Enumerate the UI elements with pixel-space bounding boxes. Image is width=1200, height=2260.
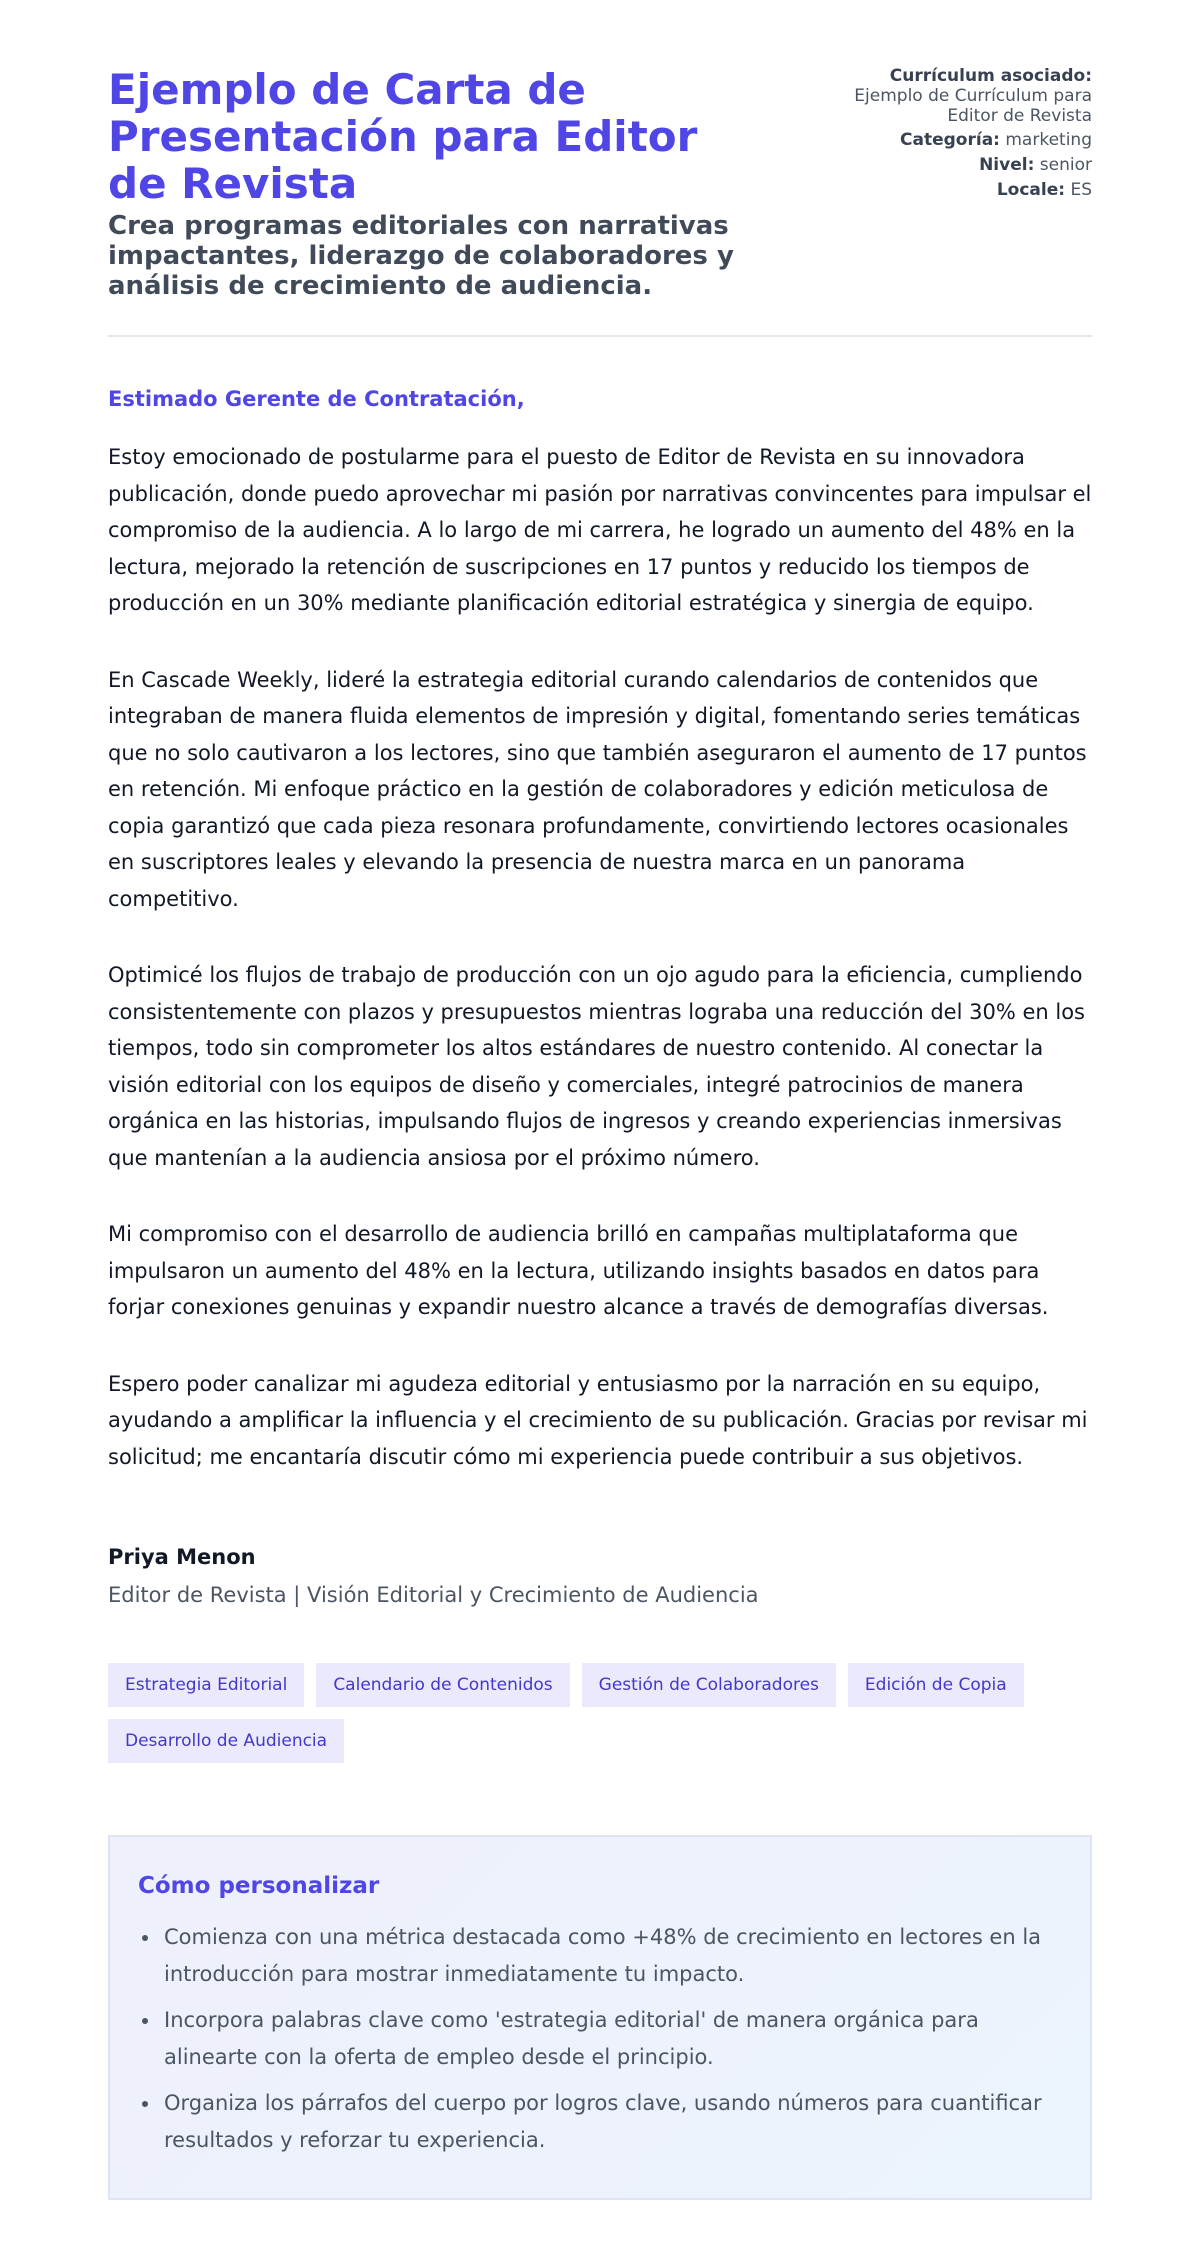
signature-title: Editor de Revista | Visión Editorial y Crecimiento de Audiencia	[108, 1583, 759, 1607]
meta-locale-value: ES	[1070, 180, 1092, 200]
meta-resume-label: Currículum asociado:	[889, 66, 1092, 86]
meta-category-value: marketing	[1005, 130, 1092, 150]
meta-level	[812, 155, 1092, 175]
meta-panel	[812, 66, 1092, 205]
signature-block	[108, 1543, 1092, 1609]
page-title: Ejemplo de Carta de Presentación para Editor de Revista	[108, 65, 698, 208]
tips-list-item: Comienza con una métrica destacada como +48% de crecimiento en lectores en la introducción para mostrar inmediatamente tu impacto.	[138, 1919, 1062, 1993]
skill-tag: Desarrollo de Audiencia	[108, 1719, 344, 1763]
tips-list-item: Organiza los párrafos del cuerpo por logros clave, usando números para cuantificar resultados y reforzar tu experiencia.	[138, 2085, 1062, 2159]
page-header	[108, 66, 1092, 337]
letter-greeting: Estimado Gerente de Contratación,	[108, 387, 525, 411]
meta-resume-value: Ejemplo de Currículum para Editor de Revista	[854, 86, 1092, 126]
meta-category-label: Categoría:	[900, 130, 1000, 150]
letter-body	[108, 385, 1092, 1475]
meta-category	[812, 130, 1092, 150]
letter-paragraph: Estoy emocionado de postularme para el puesto de Editor de Revista en su innovadora publicación, donde puedo aprovechar mi pasión por narrativas convincentes para impulsar el compromiso de la audiencia. A lo largo de mi carrera, he logrado un aumento del 48% en la lectura, mejorado la retención de suscripciones en 17 puntos y reducido los tiempos de producción en un 30% mediante planificación editorial estratégica y sinergia de equipo.	[108, 445, 1092, 615]
page-subtitle: Crea programas editoriales con narrativas impactantes, liderazgo de colaboradores y análisis de crecimiento de audiencia.	[108, 211, 734, 301]
tips-list-item: Incorpora palabras clave como 'estrategia editorial' de manera orgánica para alinearte con la oferta de empleo desde el principio.	[138, 2002, 1062, 2076]
meta-locale-label: Locale:	[996, 180, 1066, 200]
tips-title: Cómo personalizar	[138, 1873, 380, 1899]
meta-level-label: Nivel:	[979, 155, 1035, 175]
skill-tag: Edición de Copia	[848, 1663, 1024, 1707]
letter-paragraph: Espero poder canalizar mi agudeza editorial y entusiasmo por la narración en su equipo, ayudando a amplificar la influencia y el crecimiento de su publicación. Gracias por revisar mi solicitud; me encantaría discutir cómo mi experiencia puede contribuir a sus objetivos.	[108, 1371, 1088, 1469]
skill-tag: Estrategia Editorial	[108, 1663, 304, 1707]
skill-tag: Calendario de Contenidos	[316, 1663, 569, 1707]
skill-tag: Gestión de Colaboradores	[582, 1663, 836, 1707]
header-title-block	[108, 66, 768, 301]
meta-locale	[812, 180, 1092, 200]
tips-list	[138, 1919, 1062, 2159]
meta-level-value: senior	[1039, 155, 1092, 175]
skill-tags	[108, 1663, 1092, 1763]
letter-paragraph: En Cascade Weekly, lideré la estrategia editorial curando calendarios de contenidos que integraban de manera fluida elementos de impresión y digital, fomentando series temáticas que no solo cautivaron a los lectores, sino que también aseguraron el aumento de 17 puntos en retención. Mi enfoque práctico en la gestión de colaboradores y edición meticulosa de copia garantizó que cada pieza resonara profundamente, convirtiendo lectores ocasionales en suscriptores leales y elevando la presencia de nuestra marca en un panorama competitivo.	[108, 667, 1087, 911]
letter-paragraph: Mi compromiso con el desarrollo de audiencia brilló en campañas multiplataforma que impulsaron un aumento del 48% en la lectura, utilizando insights basados en datos para forjar conexiones genuinas y expandir nuestro alcance a través de demografías diversas.	[108, 1222, 1049, 1319]
customization-tips-box	[108, 1835, 1092, 2200]
meta-resume	[812, 66, 1092, 126]
signature-name: Priya Menon	[108, 1545, 256, 1569]
letter-paragraph: Optimicé los flujos de trabajo de producción con un ojo agudo para la eficiencia, cumpliendo consistentemente con plazos y presupuestos mientras lograba una reducción del 30% en los tiempos, todo sin comprometer los altos estándares de nuestro contenido. Al conectar la visión editorial con los equipos de diseño y comerciales, integré patrocinios de manera orgánica en las historias, impulsando flujos de ingresos y creando experiencias inmersivas que mantenían a la audiencia ansiosa por el próximo número.	[108, 963, 1085, 1170]
